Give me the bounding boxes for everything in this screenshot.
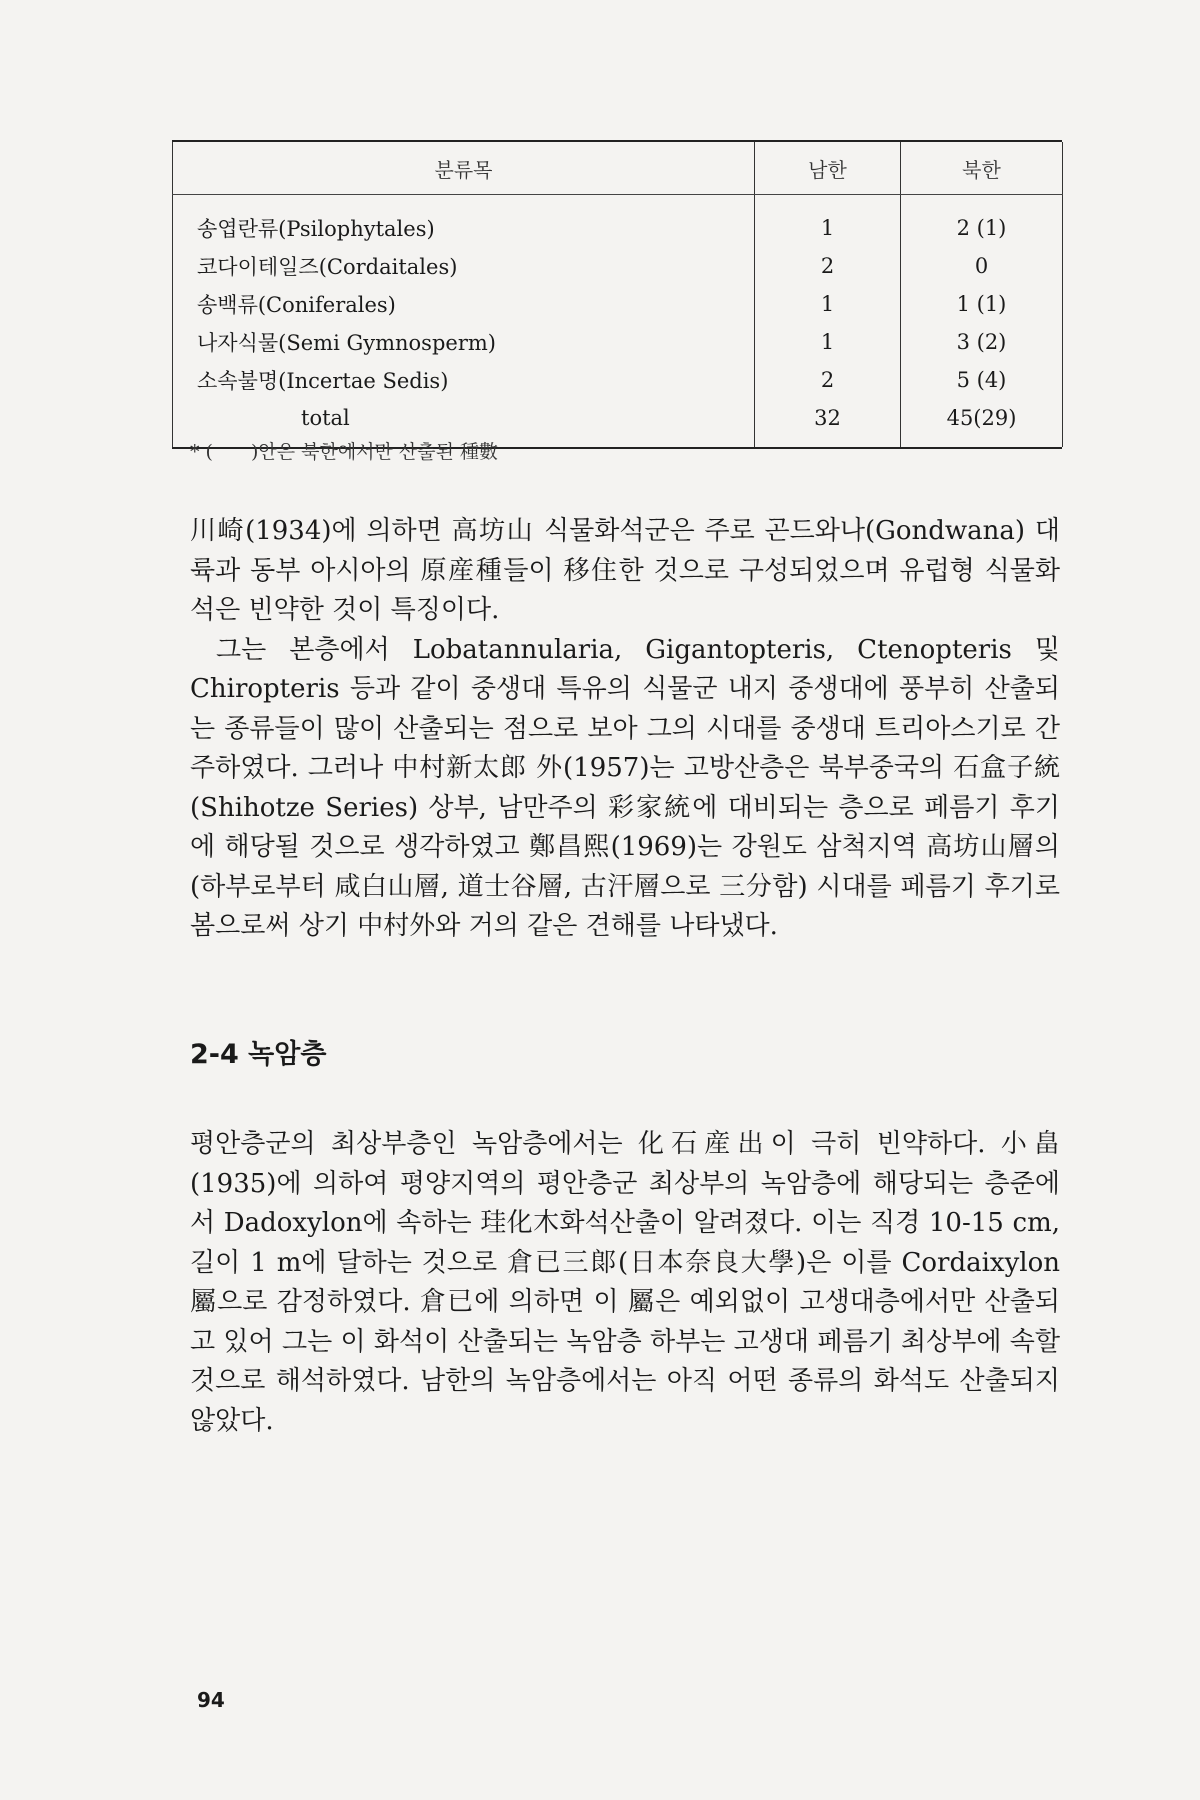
row-north: 0 <box>901 247 1063 285</box>
table-header-row <box>173 142 1063 195</box>
paragraph: 평안층군의 최상부층인 녹암층에서는 化石産出이 극히 빈약하다. 小畠(1935)에 의하여 평양지역의 평안층군 최상부의 녹암층에 해당되는 층준에서 Dadoxylon에 속하는 珪化木화석산출이 알려졌다. 이는 직경 10-15 cm, 길이 1 m에 달하는 것으로 倉已三郞(日本奈良大學)은 이를 Cordaixylon 屬으로 감정하였다. 倉已에 의하면 이 屬은 예외없이 고생대층에서만 산출되고 있어 그는 이 화석이 산출되는 녹암층 하부는 고생대 페름기 최상부에 속할 것으로 해석하였다. 남한의 녹암층에서는 아직 어떤 종류의 화석도 산출되지 않았다. <box>190 1129 1060 1436</box>
total-label: total <box>173 399 755 447</box>
section-2-text <box>190 1125 1060 1441</box>
row-name: 코다이테일즈(Cordaitales) <box>173 247 755 285</box>
header-north-korea: 북한 <box>901 142 1063 195</box>
row-south: 1 <box>755 285 901 323</box>
row-south: 1 <box>755 195 901 248</box>
total-north: 45(29) <box>901 399 1063 447</box>
row-name: 소속불명(Incertae Sedis) <box>173 361 755 399</box>
table-row <box>173 361 1063 399</box>
table-row <box>173 195 1063 248</box>
row-north: 3 (2) <box>901 323 1063 361</box>
page-number: 94 <box>197 1688 225 1712</box>
row-north: 1 (1) <box>901 285 1063 323</box>
row-name: 송엽란류(Psilophytales) <box>173 195 755 248</box>
row-south: 1 <box>755 323 901 361</box>
table-row <box>173 323 1063 361</box>
section-1-text <box>190 512 1060 947</box>
table-footnote: * ( )안은 북한에서만 산출된 種數 <box>190 441 499 463</box>
total-south: 32 <box>755 399 901 447</box>
row-south: 2 <box>755 247 901 285</box>
section-heading: 2-4 녹암층 <box>190 1039 327 1070</box>
paragraph: 川崎(1934)에 의하면 高坊山 식물화석군은 주로 곤드와나(Gondwana) 대륙과 동부 아시아의 原産種들이 移住한 것으로 구성되었으며 유럽형 식물화석은 빈약한 것이 특징이다. <box>190 516 1060 625</box>
row-north: 5 (4) <box>901 361 1063 399</box>
row-south: 2 <box>755 361 901 399</box>
taxa-table <box>172 142 1063 447</box>
header-south-korea: 남한 <box>755 142 901 195</box>
fossil-taxa-table <box>172 140 1062 449</box>
header-order: 분류목 <box>173 142 755 195</box>
row-name: 나자식물(Semi Gymnosperm) <box>173 323 755 361</box>
table-row <box>173 247 1063 285</box>
row-north: 2 (1) <box>901 195 1063 248</box>
row-name: 송백류(Coniferales) <box>173 285 755 323</box>
paragraph: 그는 본층에서 Lobatannularia, Gigantopteris, Ctenopteris 및 Chiropteris 등과 같이 중생대 특유의 식물군 내지 중생대에 풍부히 산출되는 종류들이 많이 산출되는 점으로 보아 그의 시대를 중생대 트리아스기로 간주하였다. 그러나 中村新太郎 外(1957)는 고방산층은 북부중국의 石盒子統 (Shihotze Series) 상부, 남만주의 彩家統에 대비되는 층으로 페름기 후기에 해당될 것으로 생각하였고 鄭昌熙(1969)는 강원도 삼척지역 高坊山層의(하부로부터 咸白山層, 道士谷層, 古汗層으로 三分함) 시대를 페름기 후기로 봄으로써 상기 中村外와 거의 같은 견해를 나타냈다. <box>190 634 1060 941</box>
table-row <box>173 285 1063 323</box>
